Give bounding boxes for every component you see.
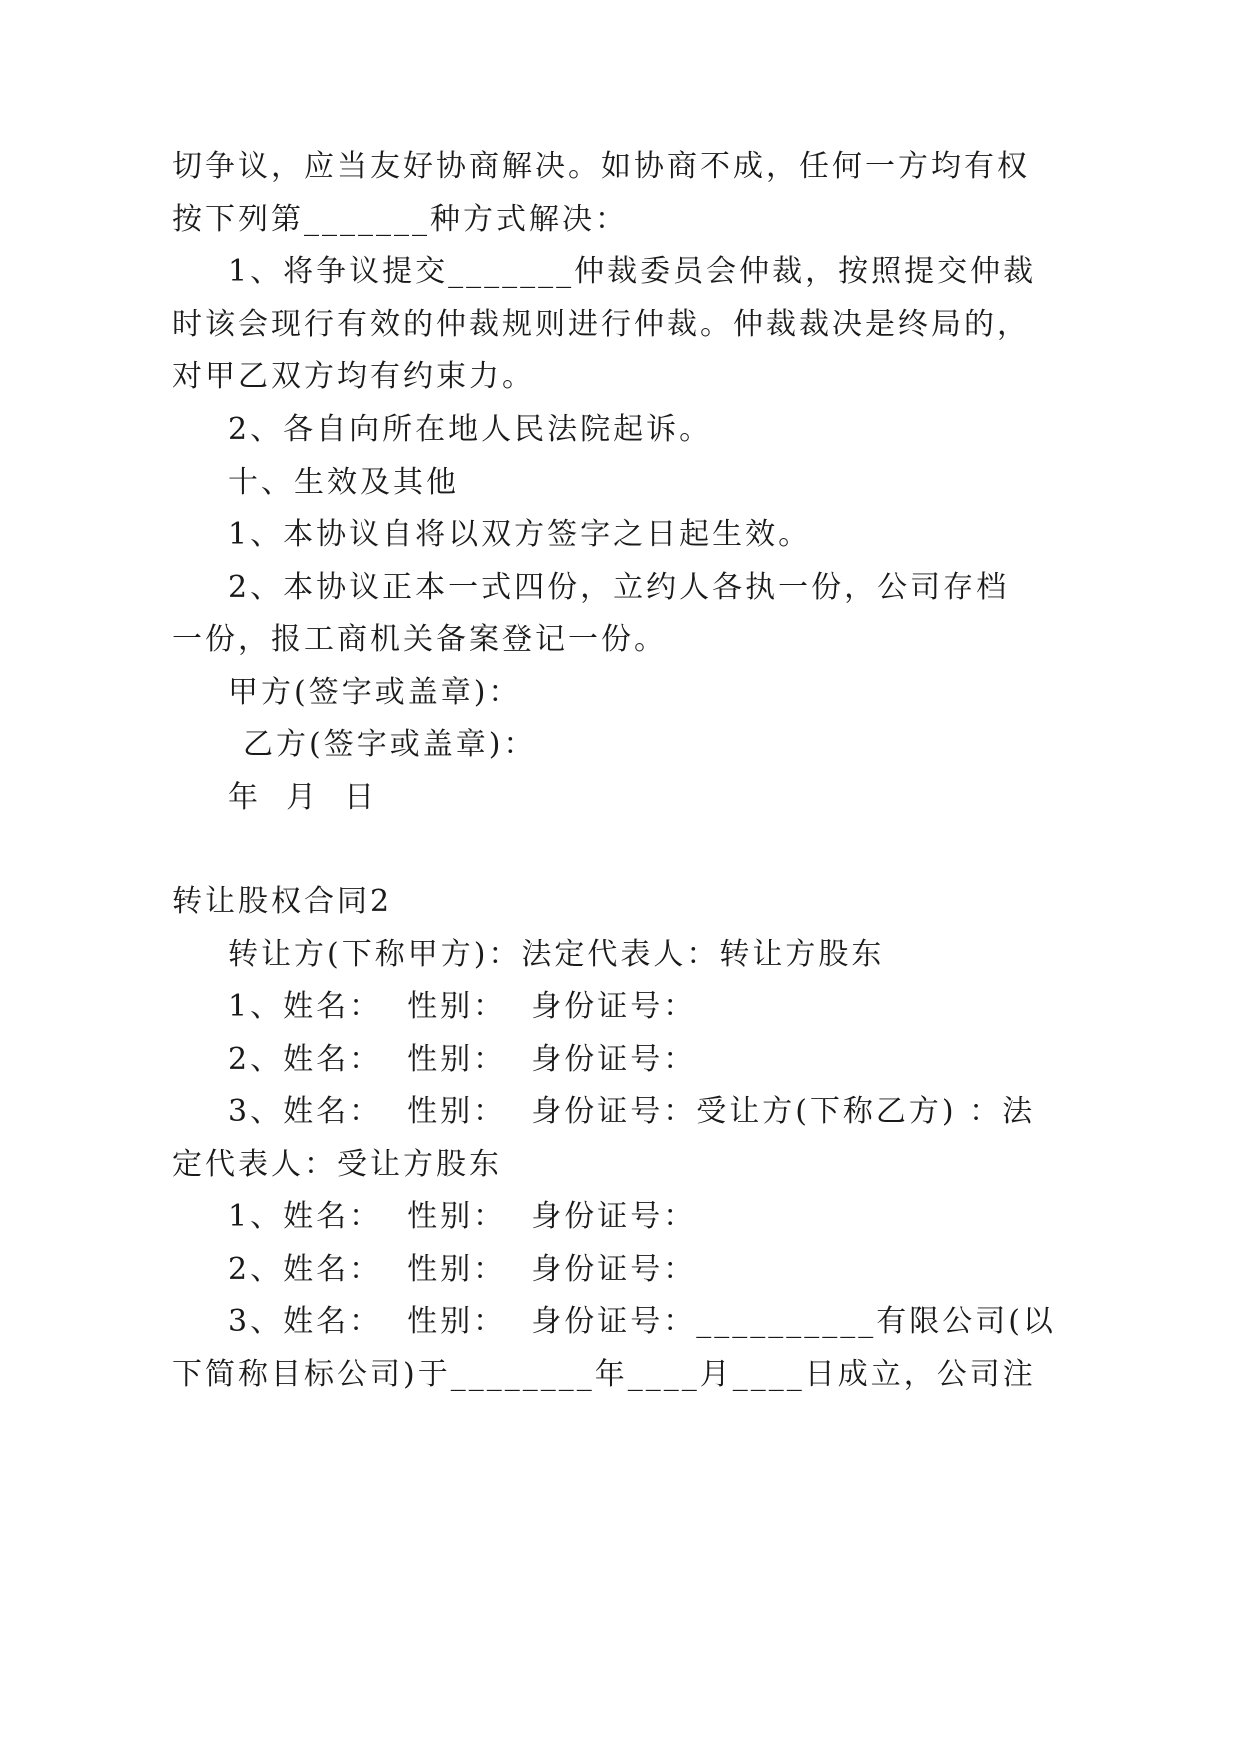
paragraph-line: 3、姓名： 性别： 身份证号：受让方(下称乙方) ：法 [228, 1094, 1036, 1129]
paragraph-line: 2、姓名： 性别： 身份证号： [228, 1042, 697, 1077]
date-line: 年 月 日 [228, 780, 378, 815]
party-a-signature-line: 甲方(签字或盖章)： [228, 675, 522, 710]
paragraph-line: 3、姓名： 性别： 身份证号：__________有限公司(以 [228, 1304, 1056, 1339]
paragraph-line: 1、本协议自将以双方签字之日起生效。 [228, 517, 812, 552]
paragraph-line: 1、姓名： 性别： 身份证号： [228, 989, 697, 1024]
paragraph-line: 转让方(下称甲方)：法定代表人：转让方股东 [228, 937, 885, 972]
paragraph-line: 1、姓名： 性别： 身份证号： [228, 1199, 697, 1234]
paragraph-line: 1、将争议提交_______仲裁委员会仲裁，按照提交仲裁 [228, 254, 1037, 289]
paragraph-line: 切争议，应当友好协商解决。如协商不成，任何一方均有权 [172, 149, 1030, 184]
paragraph-line: 一份，报工商机关备案登记一份。 [172, 622, 667, 657]
section-heading: 十、生效及其他 [228, 465, 459, 500]
paragraph-line: 2、本协议正本一式四份，立约人各执一份，公司存档 [228, 570, 1010, 605]
contract-title: 转让股权合同2 [172, 884, 393, 919]
paragraph-line: 定代表人：受让方股东 [172, 1147, 502, 1182]
party-b-signature-line: 乙方(签字或盖章)： [243, 727, 537, 762]
paragraph-line: 2、姓名： 性别： 身份证号： [228, 1252, 697, 1287]
paragraph-line: 对甲乙双方均有约束力。 [172, 359, 535, 394]
paragraph-line: 时该会现行有效的仲裁规则进行仲裁。仲裁裁决是终局的， [172, 307, 1030, 342]
paragraph-line: 下简称目标公司)于________年____月____日成立，公司注 [172, 1357, 1036, 1392]
paragraph-line: 2、各自向所在地人民法院起诉。 [228, 412, 713, 447]
paragraph-line: 按下列第_______种方式解决： [172, 202, 628, 237]
